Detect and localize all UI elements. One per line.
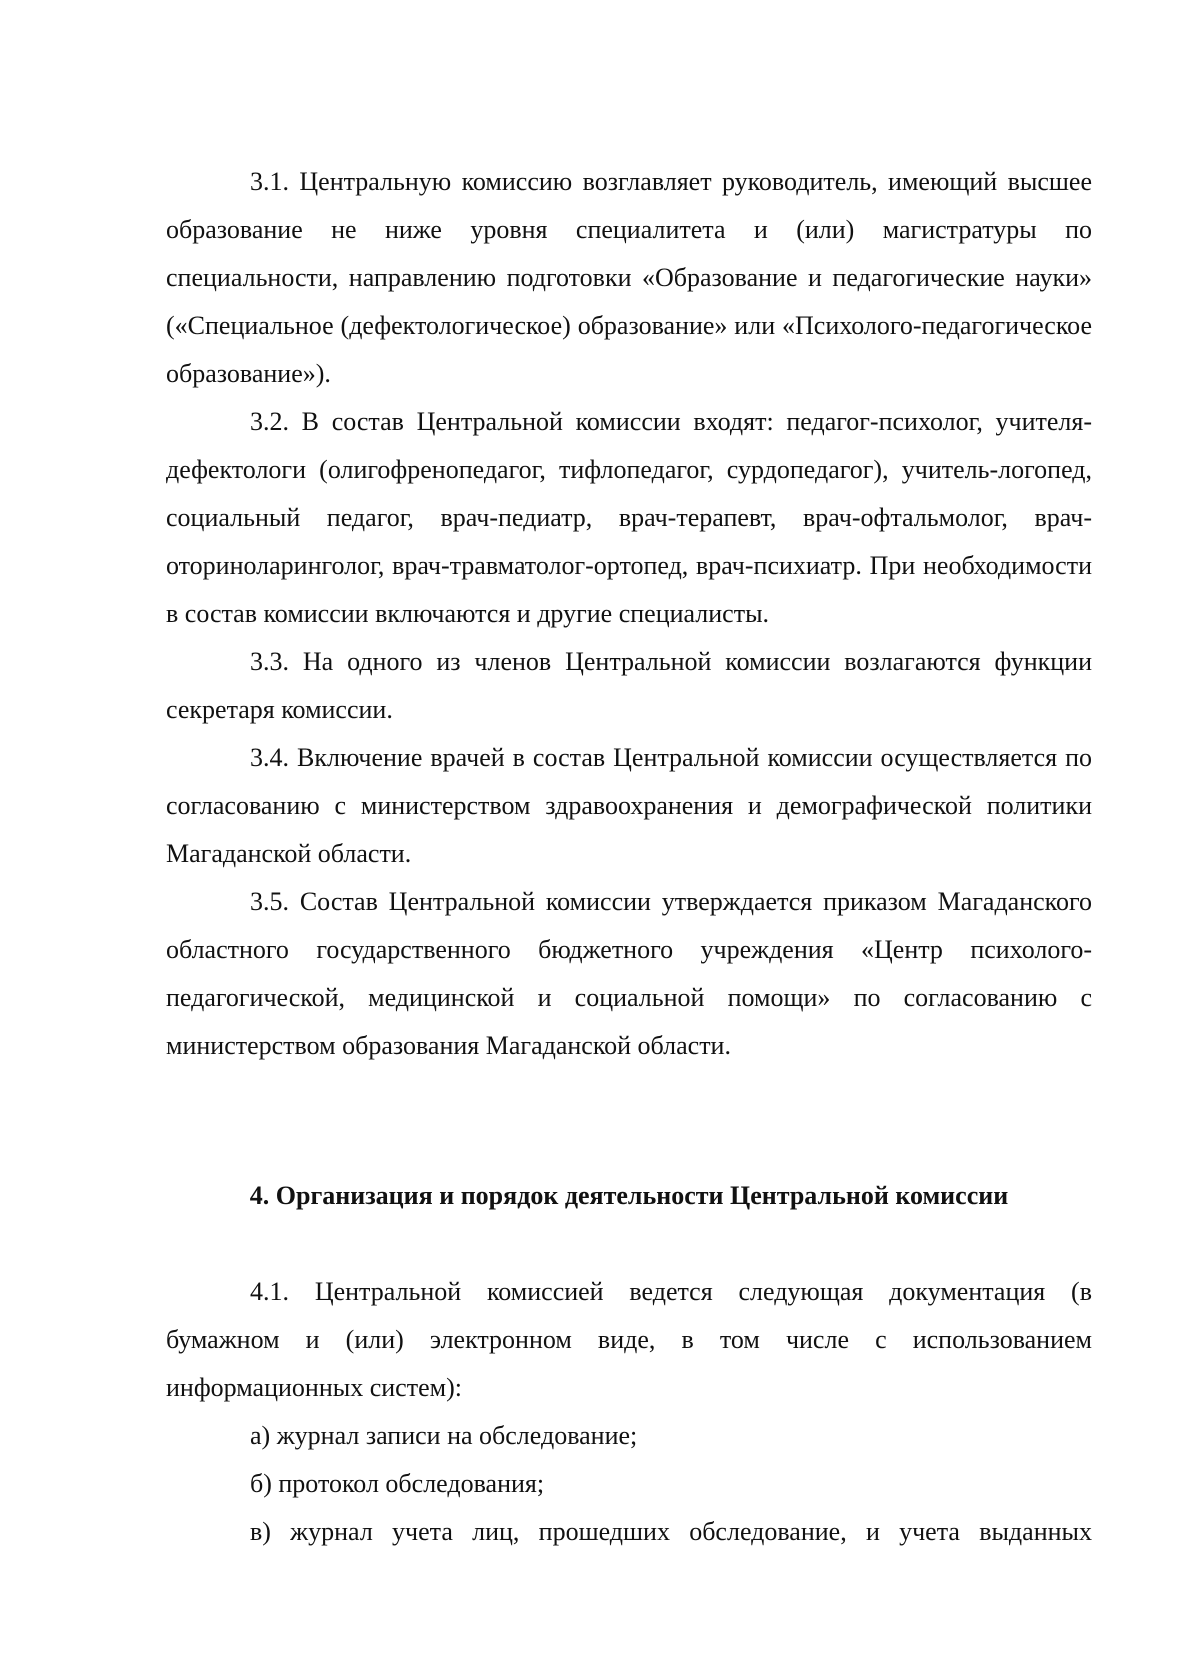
list-item-a: а) журнал записи на обследование; — [250, 1421, 638, 1450]
section-4-heading: 4. Организация и порядок деятельности Центральной комиссии — [249, 1181, 1009, 1210]
paragraph-3-2: 3.2. В состав Центральной комиссии входят: педагог-психолог, учителя-дефектологи (олигофренопедагог, тифлопедагог, сурдопедагог), учитель-логопед, социальный педагог, врач-педиатр, врач-терапевт, врач-офтальмолог, врач-оториноларинголог, врач-травматолог-ортопед, врач-психиатр. При необходимости в состав комиссии включаются и другие специалисты. — [166, 407, 1092, 628]
section-4-body — [166, 1268, 1092, 1556]
section-3-body — [166, 158, 1092, 1070]
paragraph-3-4: 3.4. Включение врачей в состав Центральной комиссии осуществляется по согласованию с министерством здравоохранения и демографической политики Магаданской области. — [166, 743, 1092, 868]
paragraph-3-1: 3.1. Центральную комиссию возглавляет руководитель, имеющий высшее образование не ниже уровня специалитета и (или) магистратуры по специальности, направлению подготовки «Образование и педагогические науки» («Специальное (дефектологическое) образование» или «Психолого-педагогическое образование»). — [166, 167, 1092, 388]
list-item-b: б) протокол обследования; — [250, 1469, 545, 1498]
paragraph-3-3: 3.3. На одного из членов Центральной комиссии возлагаются функции секретаря комиссии. — [166, 647, 1092, 724]
paragraph-4-1: 4.1. Центральной комиссией ведется следующая документация (в бумажном и (или) электронном виде, в том числе с использованием информационных систем): — [166, 1277, 1092, 1402]
paragraph-3-5: 3.5. Состав Центральной комиссии утверждается приказом Магаданского областного государственного бюджетного учреждения «Центр психолого-педагогической, медицинской и социальной помощи» по согласованию с министерством образования Магаданской области. — [166, 887, 1092, 1060]
list-item-c: в) журнал учета лиц, прошедших обследование, и учета выданных — [250, 1517, 1092, 1546]
